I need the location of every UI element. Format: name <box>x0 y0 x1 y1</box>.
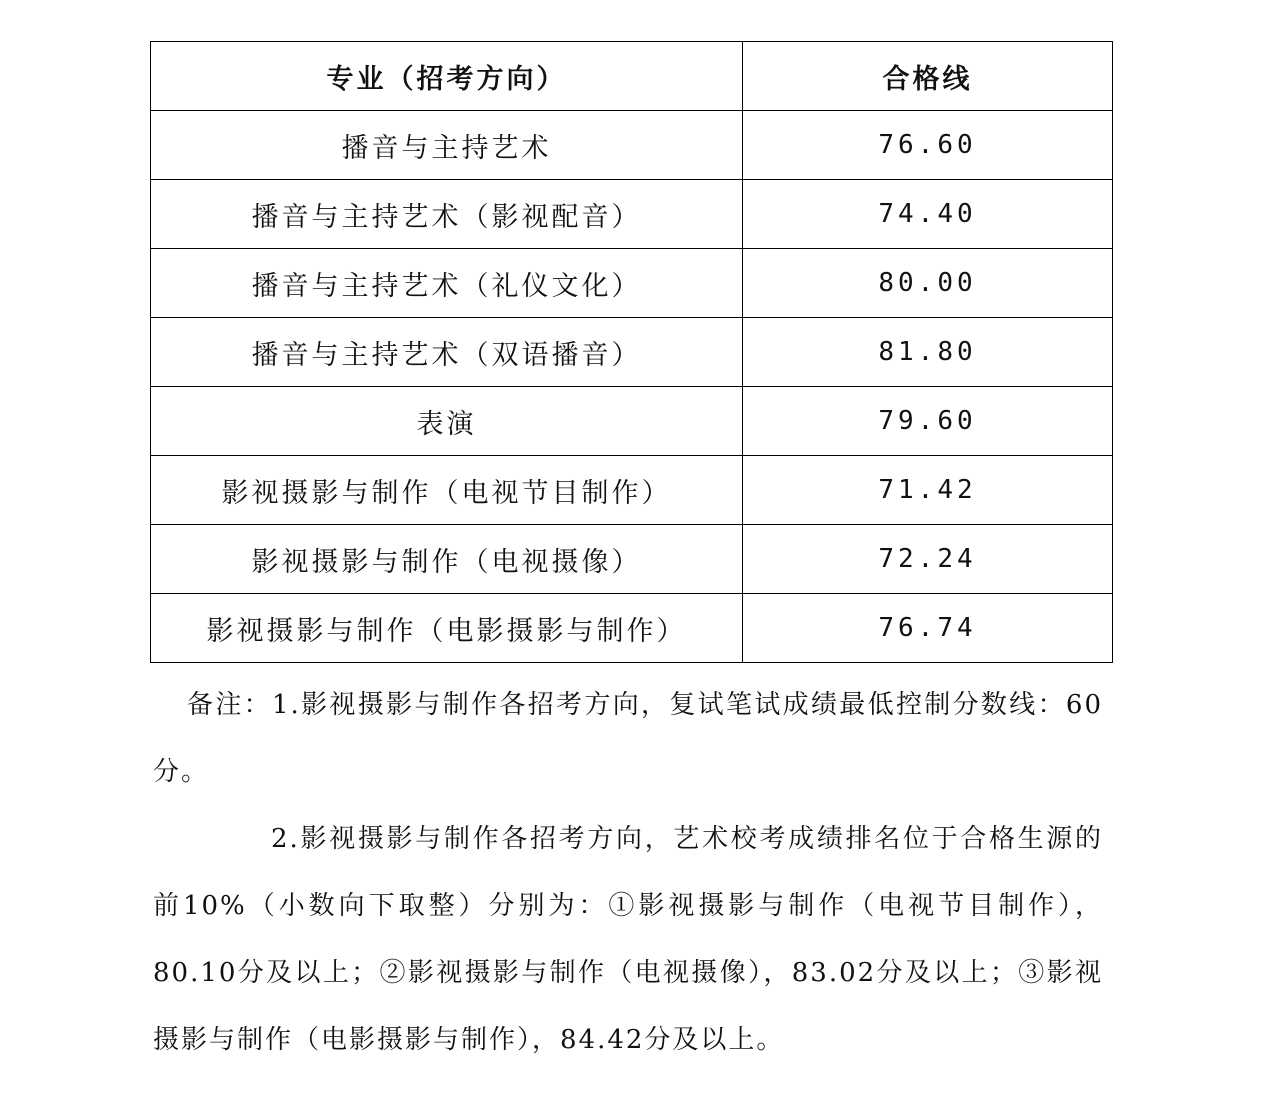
table-row <box>151 594 1113 663</box>
score-cell: 72.24 <box>743 525 1113 594</box>
score-cell: 74.40 <box>743 180 1113 249</box>
note-1: 备注：1.影视摄影与制作各招考方向，复试笔试成绩最低控制分数线：60分。 <box>153 690 1103 787</box>
major-cell: 表演 <box>151 387 743 456</box>
table-row <box>151 180 1113 249</box>
score-cell: 71.42 <box>743 456 1113 525</box>
score-cell: 79.60 <box>743 387 1113 456</box>
table-row <box>151 456 1113 525</box>
major-cell: 播音与主持艺术（礼仪文化） <box>151 249 743 318</box>
note-2: 2.影视摄影与制作各招考方向，艺术校考成绩排名位于合格生源的前10%（小数向下取整）分别为：①影视摄影与制作（电视节目制作），80.10分及以上；②影视摄影与制作（电视摄像），83.02分及以上；③影视摄影与制作（电影摄影与制作），84.42分及以上。 <box>153 824 1103 1055</box>
notes-section <box>153 672 1103 1074</box>
score-cell: 80.00 <box>743 249 1113 318</box>
table-row <box>151 111 1113 180</box>
major-cell: 影视摄影与制作（电视摄像） <box>151 525 743 594</box>
table-row <box>151 318 1113 387</box>
score-cell: 76.60 <box>743 111 1113 180</box>
score-cell: 76.74 <box>743 594 1113 663</box>
major-cell: 播音与主持艺术（双语播音） <box>151 318 743 387</box>
header-score: 合格线 <box>743 42 1113 111</box>
table-row <box>151 387 1113 456</box>
header-major: 专业（招考方向） <box>151 42 743 111</box>
major-cell: 播音与主持艺术（影视配音） <box>151 180 743 249</box>
major-cell: 影视摄影与制作（电视节目制作） <box>151 456 743 525</box>
table-header-row <box>151 42 1113 111</box>
score-cell: 81.80 <box>743 318 1113 387</box>
table-row <box>151 525 1113 594</box>
major-cell: 播音与主持艺术 <box>151 111 743 180</box>
table-row <box>151 249 1113 318</box>
major-cell: 影视摄影与制作（电影摄影与制作） <box>151 594 743 663</box>
score-table <box>150 41 1113 663</box>
